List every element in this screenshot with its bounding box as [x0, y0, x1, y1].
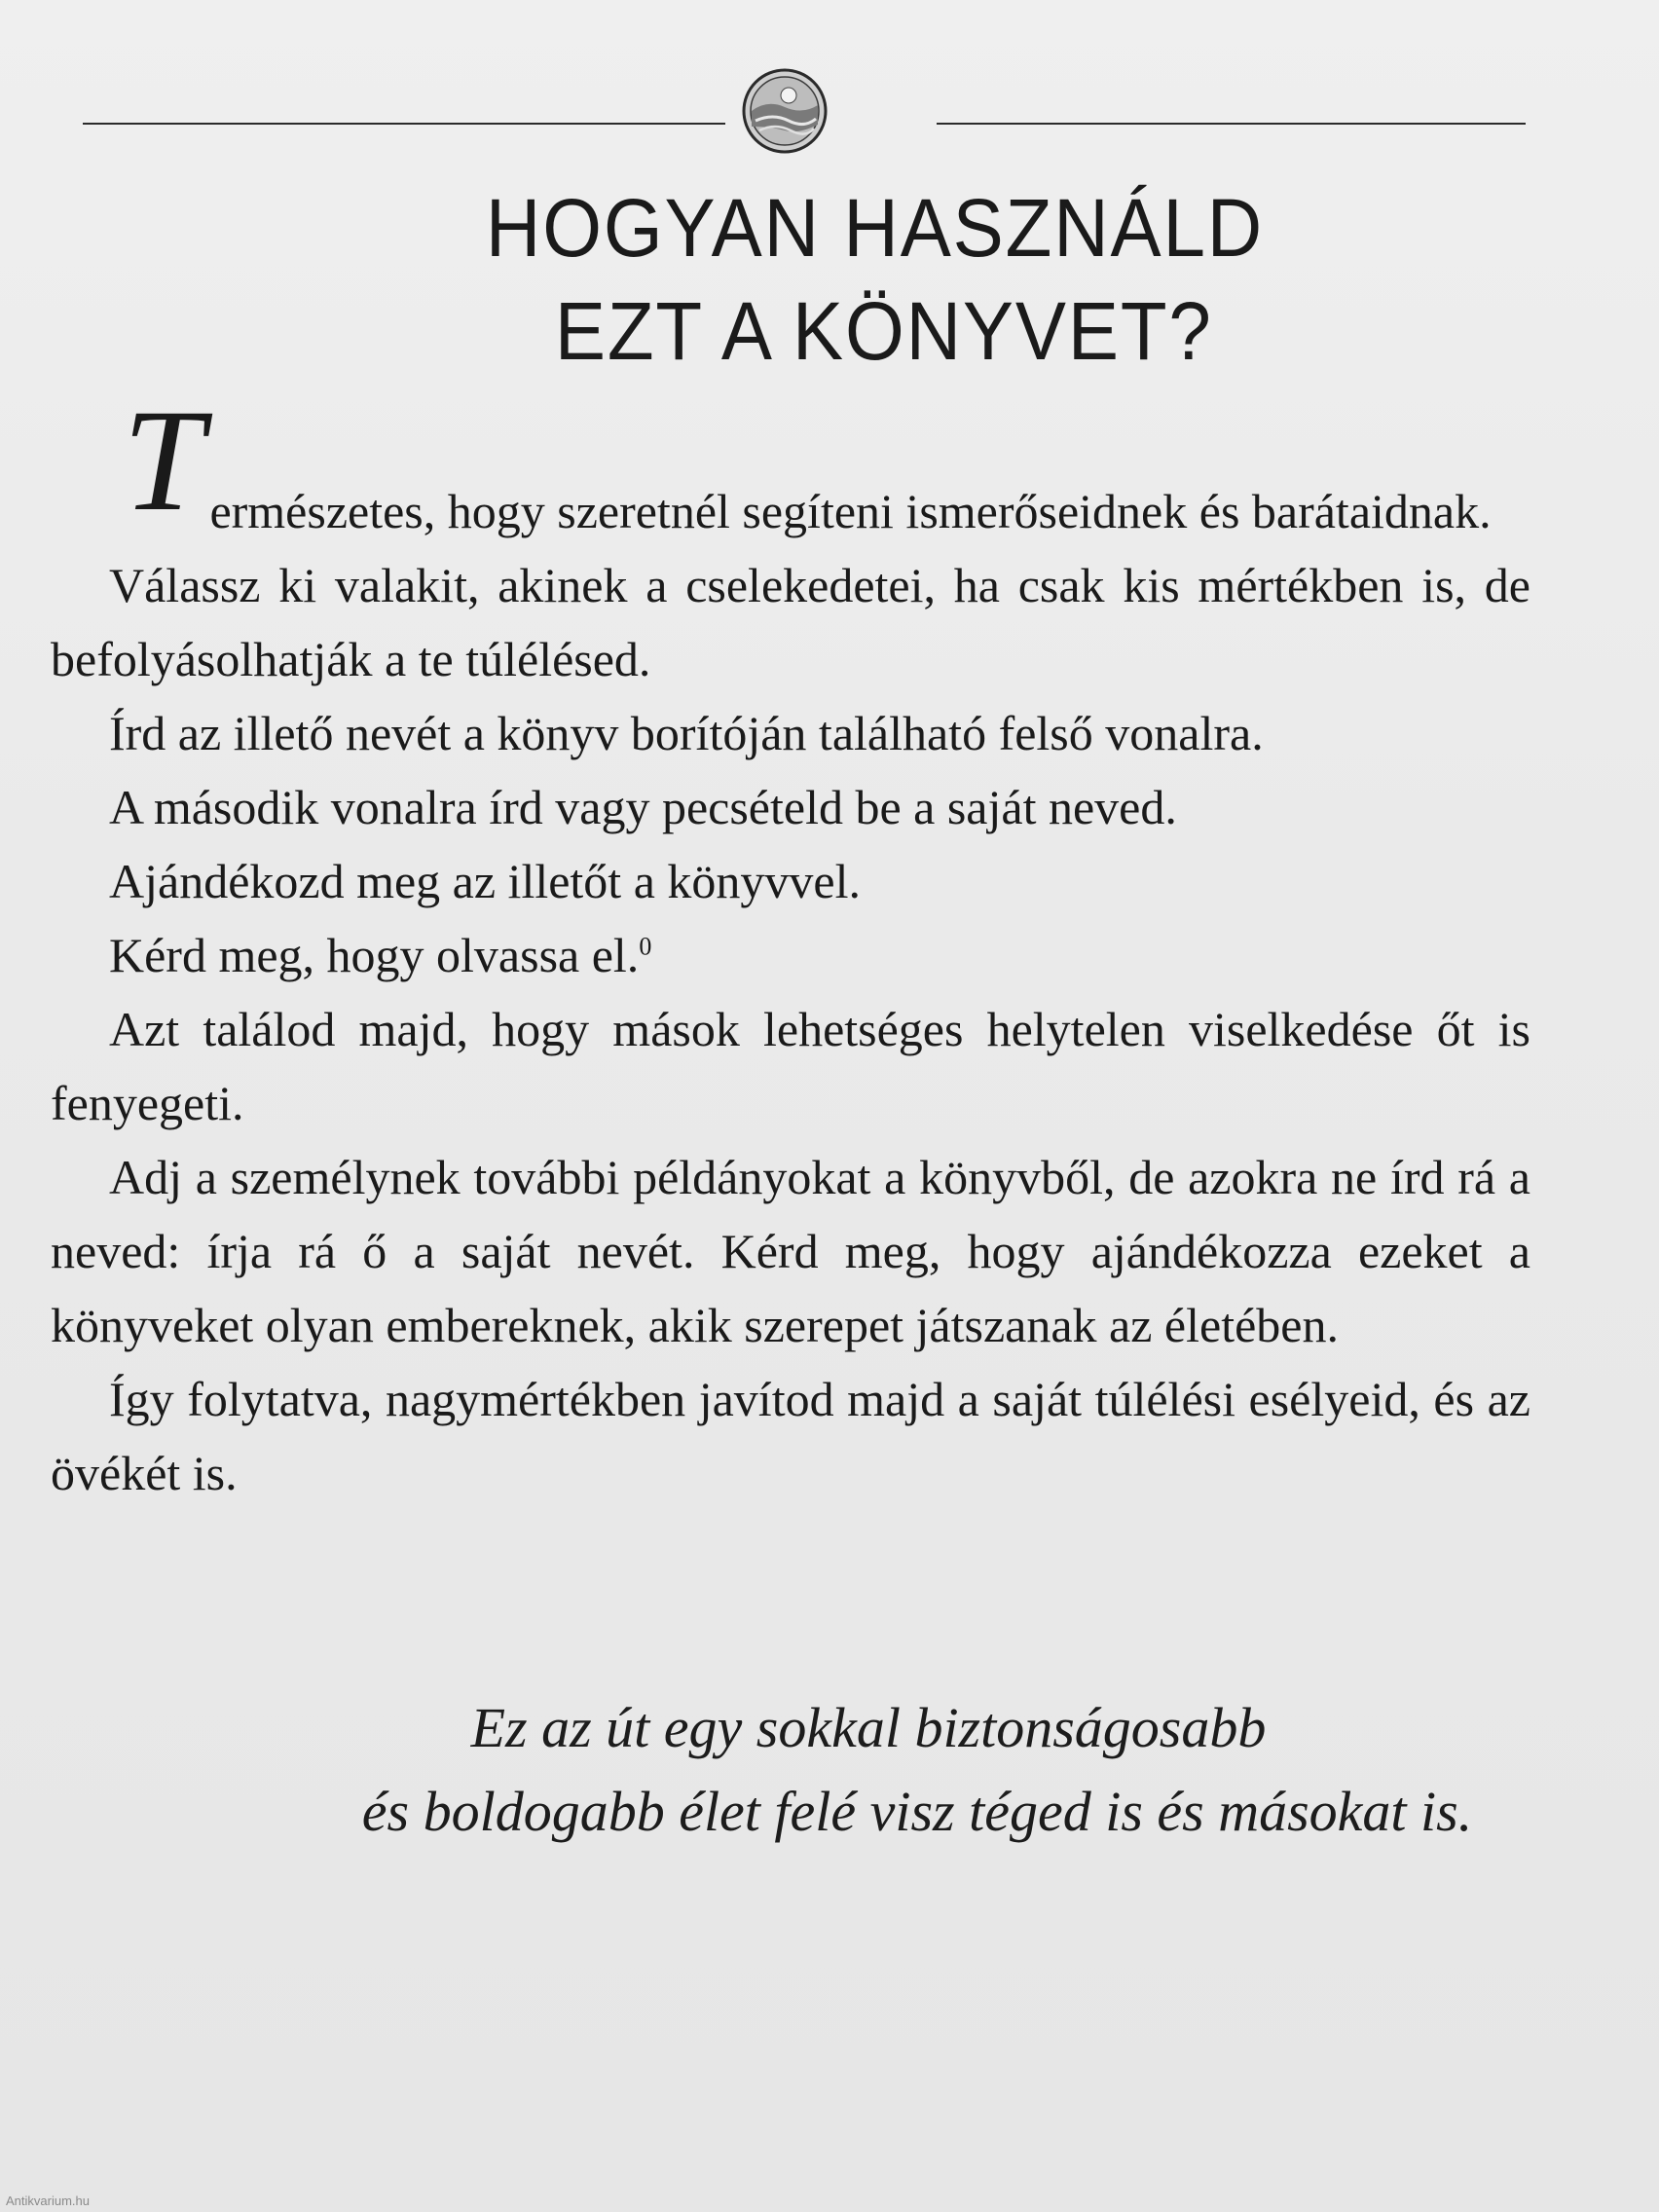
closing-quote — [0, 1686, 1659, 1854]
watermark: Antikvarium.hu — [6, 2194, 90, 2208]
ornament-rule-right — [937, 123, 1526, 125]
paragraph-6 — [51, 918, 1530, 992]
paragraph-2: Válassz ki valakit, akinek a cselekedetei, ha csak kis mértékben is, de befolyásolhatják a te túlélésed. — [51, 558, 1530, 686]
closing-line-2: és boldogabb élet felé visz téged is és másokat is. — [361, 1780, 1473, 1843]
paragraph-1-text: ermészetes, hogy szeretnél segíteni ismerőseidnek és barátaidnak. — [209, 484, 1492, 538]
landscape-medallion-icon — [740, 66, 830, 156]
paragraph-1 — [51, 380, 1530, 548]
footnote-marker: 0 — [639, 932, 652, 961]
paragraph-6-text: Kérd meg, hogy olvassa el. — [109, 928, 640, 982]
paragraph-7: Azt találod majd, hogy mások lehetséges helytelen viselkedése őt is fenyegeti. — [51, 1002, 1530, 1130]
closing-line-1: Ez az út egy sokkal biztonságosabb — [470, 1696, 1267, 1759]
title-line-1: HOGYAN HASZNÁLD — [485, 182, 1265, 275]
body-text — [51, 380, 1530, 1510]
paragraph-9: Így folytatva, nagymértékben javítod majd a saját túlélési esélyeid, és az övékét is. — [51, 1372, 1530, 1500]
title-line-2: EZT A KÖNYVET? — [554, 285, 1213, 378]
paragraph-3: Írd az illető nevét a könyv borítóján található felső vonalra. — [109, 706, 1264, 760]
header-ornament — [0, 39, 1659, 127]
paragraph-8: Adj a személynek további példányokat a könyvből, de azokra ne írd rá a neved: írja rá ő a saját nevét. Kérd meg, hogy ajándékozza ezeket a könyveket olyan embereknek, akik szerepet játszanak az életében. — [51, 1150, 1530, 1352]
drop-cap: T — [123, 380, 204, 541]
ornament-rule-left — [83, 123, 725, 125]
paragraph-4: A második vonalra írd vagy pecsételd be a saját neved. — [109, 780, 1177, 834]
page-title — [0, 176, 1659, 383]
paragraph-5: Ajándékozd meg az illetőt a könyvvel. — [109, 854, 861, 908]
